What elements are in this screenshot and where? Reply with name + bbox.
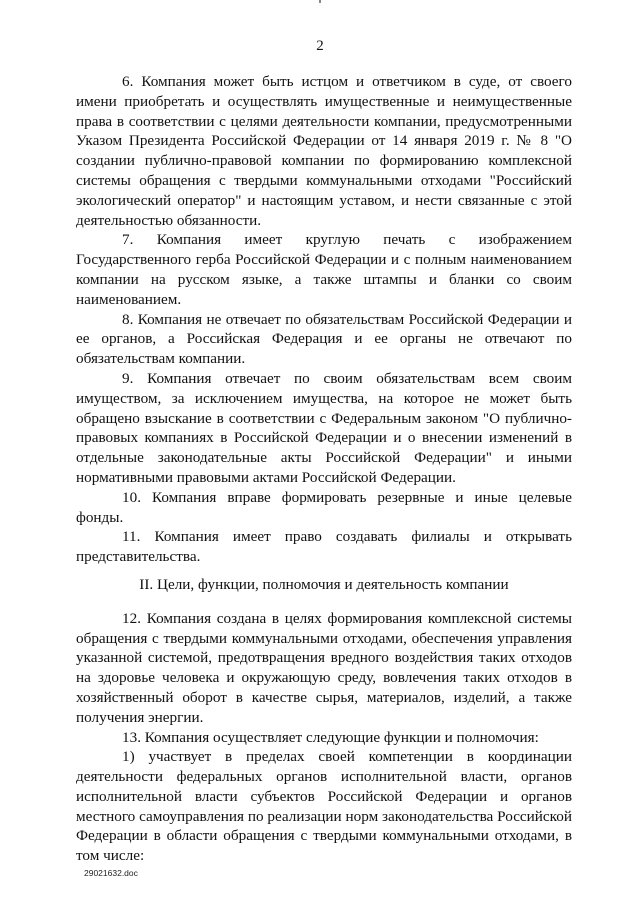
paragraph-13-item-1: 1) участвует в пределах своей компетенции в координации деятельности федеральных органов исполнительной власти, органов исполнительной власти субъектов Российской Федерации и органов местного самоуправления по реализации норм законодательства Российской Федерации в области обращения с твердыми коммунальными отходами, в том числе: — [76, 748, 572, 865]
scan-mark — [319, 0, 321, 3]
paragraph-7: 7. Компания имеет круглую печать с изображением Государственного герба Российской Федерации и с полным наименованием компании на русском языке, а также штампы и бланки со своим наименованием. — [76, 231, 572, 308]
document-body — [76, 72, 572, 866]
paragraph-6: 6. Компания может быть истцом и ответчиком в суде, от своего имени приобретать и осуществлять имущественные и неимущественные права в соответствии с целями деятельности компании, предусмотренными Указом Президента Российской Федерации от 14 января 2019 г. № 8 "О создании публично-правовой компании по формированию комплексной системы обращения с твердыми коммунальными отходами "Российский экологический оператор" и настоящим уставом, и нести связанные с этой деятельностью обязанности. — [76, 73, 572, 229]
paragraph-10: 10. Компания вправе формировать резервные и иные целевые фонды. — [76, 488, 572, 526]
paragraph-9: 9. Компания отвечает по своим обязательствам всем своим имуществом, за исключением имущества, на которое не может быть обращено взыскание в соответствии с Федеральным законом "О публично-правовых компаниях в Российской Федерации и о внесении изменений в отдельные законодательные акты Российской Федерации" и иными нормативными правовыми актами Российской Федерации. — [76, 369, 572, 486]
paragraph-12: 12. Компания создана в целях формирования комплексной системы обращения с твердыми коммунальными отходами, обеспечения управления указанной системой, предотвращения вредного воздействия таких отходов на здоровье человека и окружающую среду, вовлечения таких отходов в хозяйственный оборот в качестве сырья, материалов, изделий, а также получения энергии. — [76, 609, 572, 726]
section-heading: II. Цели, функции, полномочия и деятельность компании — [139, 575, 509, 593]
page-number: 2 — [316, 38, 324, 54]
paragraph-13: 13. Компания осуществляет следующие функции и полномочия: — [122, 728, 539, 746]
paragraph-11: 11. Компания имеет право создавать филиалы и открывать представительства. — [76, 528, 572, 566]
footer-doc-code: 29021632.doc — [84, 868, 138, 878]
paragraph-8: 8. Компания не отвечает по обязательствам Российской Федерации и ее органов, а Российская Федерация и ее органы не отвечают по обязательствам компании. — [76, 310, 572, 368]
